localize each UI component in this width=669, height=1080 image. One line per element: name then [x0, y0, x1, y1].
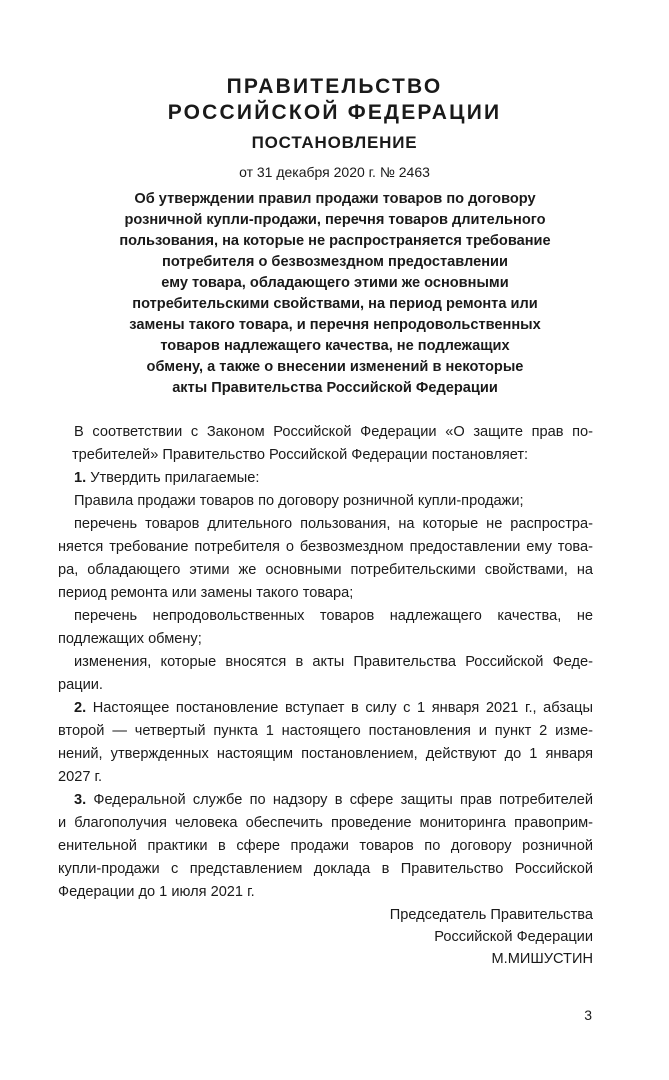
- decree-body: [58, 421, 593, 904]
- item-3-line: енительной практики в сфере продажи товаров по договору розничной: [58, 838, 593, 854]
- subject-line: акты Правительства Российской Федерации: [172, 380, 498, 396]
- government-title-line1: ПРАВИТЕЛЬСТВО: [226, 75, 443, 98]
- rules-item: Правила продажи товаров по договору розничной купли-продажи;: [74, 493, 524, 509]
- item-1-number: 1.: [74, 470, 87, 486]
- subject-line: товаров надлежащего качества, не подлежащих: [160, 338, 510, 354]
- signature-position: Председатель Правительства: [389, 907, 593, 923]
- list1-line: ра, обладающего этими же основными потребительскими свойствами, на: [58, 562, 593, 578]
- signature-block: [390, 904, 593, 970]
- item-3-number: 3.: [74, 792, 87, 808]
- item-3-line: Федерации до 1 июля 2021 г.: [58, 884, 255, 900]
- intro-line: требителей» Правительство Российской Федерации постановляет:: [72, 447, 529, 463]
- list2-line: подлежащих обмену;: [58, 631, 202, 647]
- item-2: [74, 697, 593, 720]
- subject-line: пользования, на которые не распространяется требование: [119, 233, 551, 249]
- subject-line: розничной купли-продажи, перечня товаров длительного: [124, 212, 546, 228]
- subject-line: потребителя о безвозмездном предоставлении: [162, 254, 508, 270]
- item-3-line: купли-продажи с представлением доклада в Правительство Российской: [58, 861, 593, 877]
- item-1-text: Утвердить прилагаемые:: [86, 470, 260, 486]
- item-3-line: и благополучия человека обеспечить проведение мониторинга правоприм-: [58, 815, 593, 831]
- subject-line: Об утверждении правил продажи товаров по договору: [134, 191, 536, 207]
- list1-line: период ремонта или замены такого товара;: [58, 585, 354, 601]
- item-2-number: 2.: [74, 700, 87, 716]
- item-2-line: 2027 г.: [58, 769, 103, 785]
- decree-subject: [60, 189, 610, 399]
- item-2-text: Настоящее постановление вступает в силу с 1 января 2021 г., абзацы: [86, 700, 593, 716]
- subject-line: ему товара, обладающего этими же основными: [161, 275, 509, 291]
- document-type: ПОСТАНОВЛЕНИЕ: [251, 133, 418, 152]
- government-title: [0, 74, 669, 126]
- changes-line: рации.: [58, 677, 103, 693]
- signature-name: М.МИШУСТИН: [491, 951, 593, 967]
- list1-line: перечень товаров длительного пользования, на которые не распростра-: [74, 516, 593, 532]
- item-3-text: Федеральной службе по надзору в сфере защиты прав потребителей: [86, 792, 593, 808]
- signature-position: Российской Федерации: [434, 929, 593, 945]
- item-3: [74, 789, 593, 812]
- list2-line: перечень непродовольственных товаров надлежащего качества, не: [74, 608, 593, 624]
- intro-line: В соответствии с Законом Российской Федерации «О защите прав по-: [74, 424, 593, 440]
- item-1: [74, 467, 593, 490]
- page-number: 3: [584, 1007, 592, 1023]
- item-2-line: нений, утвержденных настоящим постановлением, действуют до 1 января: [58, 746, 593, 762]
- item-2-line: второй — четвертый пункта 1 настоящего постановления и пункт 2 изме-: [58, 723, 593, 739]
- changes-line: изменения, которые вносятся в акты Правительства Российской Феде-: [74, 654, 593, 670]
- list1-line: няется требование потребителя о безвозмездном предоставлении ему това-: [58, 539, 593, 555]
- decree-date-number: от 31 декабря 2020 г. № 2463: [239, 164, 430, 180]
- subject-line: замены такого товара, и перечня непродовольственных: [129, 317, 541, 333]
- subject-line: потребительскими свойствами, на период ремонта или: [132, 296, 538, 312]
- subject-line: обмену, а также о внесении изменений в некоторые: [146, 359, 524, 375]
- government-title-line2: РОССИЙСКОЙ ФЕДЕРАЦИИ: [167, 101, 502, 124]
